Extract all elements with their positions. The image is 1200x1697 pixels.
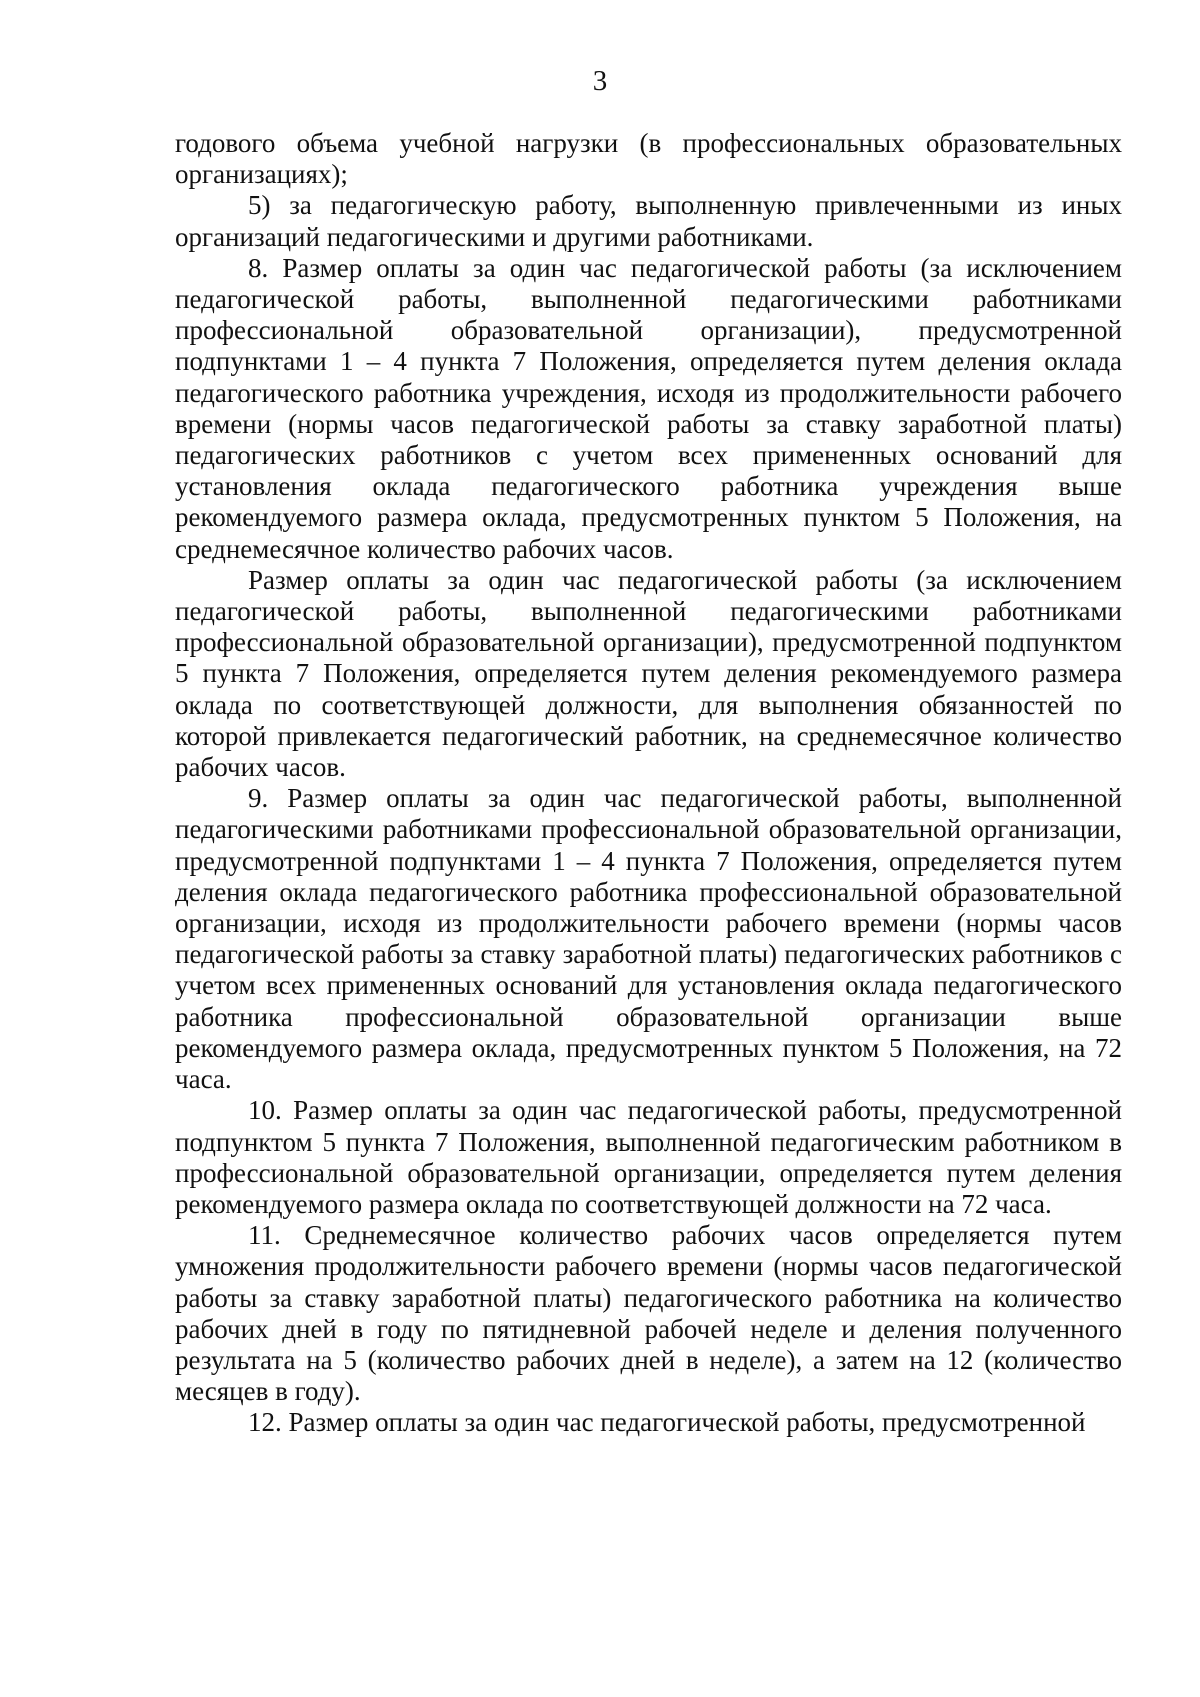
page-number: 3 [592,65,608,97]
paragraph-clause-8: 8. Размер оплаты за один час педагогической работы (за исключением педагогической работы, выполненной педагогическими работниками профессиональной образовательной организации), предусмотренной подпунктами 1 – 4 пункта 7 Положения, определяется путем деления оклада педагогического работника учреждения, исходя из продолжительности рабочего времени (нормы часов педагогической работы за ставку заработной платы) педагогических работников с учетом всех примененных оснований для установления оклада педагогического работника учреждения выше рекомендуемого размера оклада, предусмотренных пунктом 5 Положения, на среднемесячное количество рабочих часов. [175,252,1122,564]
paragraph-clause-10: 10. Размер оплаты за один час педагогической работы, предусмотренной подпунктом 5 пункта 7 Положения, выполненной педагогическим работником в профессиональной образовательной организации, определяется путем деления рекомендуемого размера оклада по соответствующей должности на 72 часа. [175,1095,1122,1219]
paragraph-item-5: 5) за педагогическую работу, выполненную привлеченными из иных организаций педагогическими и другими работниками. [175,190,1122,252]
paragraph-clause-12: 12. Размер оплаты за один час педагогической работы, предусмотренной [248,1407,1086,1438]
document-body [175,128,1122,1439]
paragraph-clause-8-second: Размер оплаты за один час педагогической работы (за исключением педагогической работы, выполненной педагогическими работниками профессиональной образовательной организации), предусмотренной подпунктом 5 пункта 7 Положения, определяется путем деления рекомендуемого размера оклада по соответствующей должности, для выполнения обязанностей по которой привлекается педагогический работник, на среднемесячное количество рабочих часов. [175,564,1122,783]
paragraph-clause-9: 9. Размер оплаты за один час педагогической работы, выполненной педагогическими работниками профессиональной образовательной организации, предусмотренной подпунктами 1 – 4 пункта 7 Положения, определяется путем деления оклада педагогического работника профессиональной образовательной организации, исходя из продолжительности рабочего времени (нормы часов педагогической работы за ставку заработной платы) педагогических работников с учетом всех примененных оснований для установления оклада педагогического работника профессиональной образовательной организации выше рекомендуемого размера оклада, предусмотренных пунктом 5 Положения, на 72 часа. [175,783,1122,1095]
paragraph-clause-11: 11. Среднемесячное количество рабочих часов определяется путем умножения продолжительности рабочего времени (нормы часов педагогической работы за ставку заработной платы) педагогического работника на количество рабочих дней в году по пятидневной рабочей неделе и деления полученного результата на 5 (количество рабочих дней в неделе), а затем на 12 (количество месяцев в году). [175,1220,1122,1407]
paragraph-continuation: годового объема учебной нагрузки (в профессиональных образовательных организациях); [175,128,1122,190]
